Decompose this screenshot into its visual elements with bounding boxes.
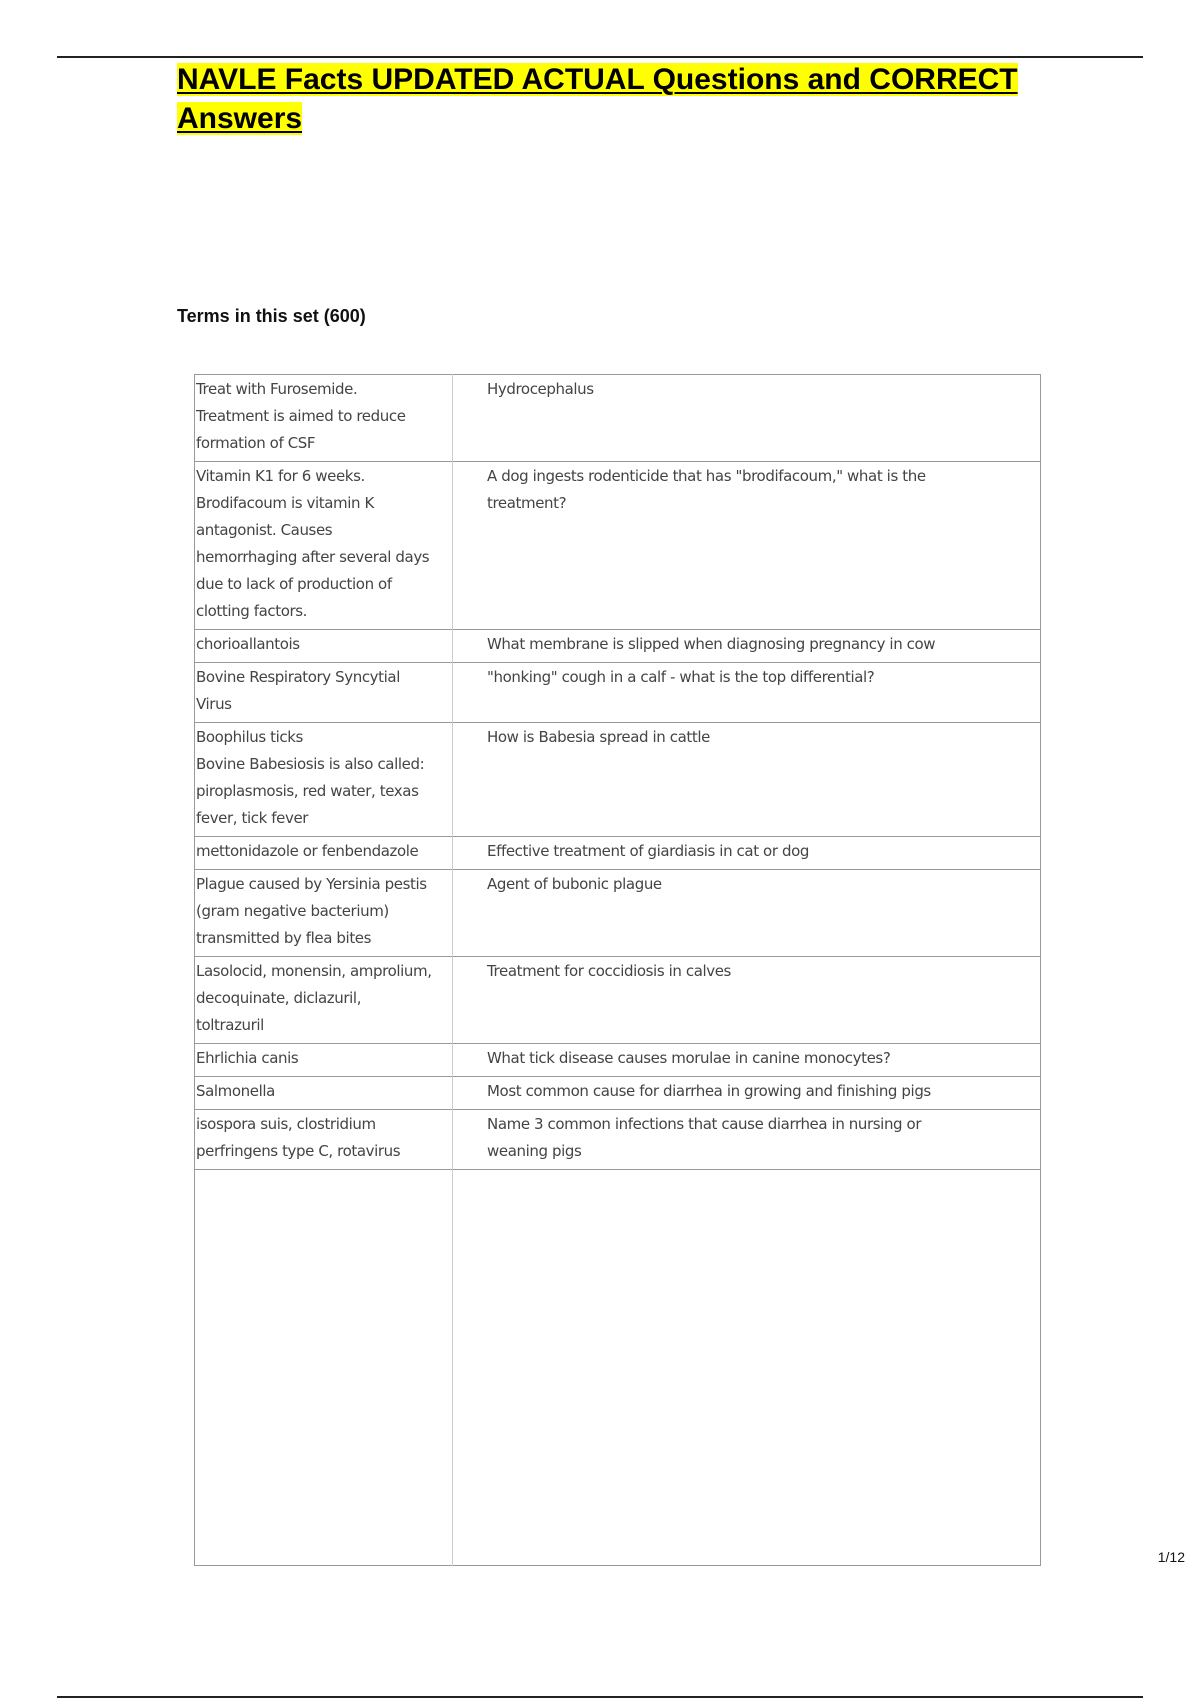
terms-set-heading: Terms in this set (600) — [177, 306, 366, 326]
table-row — [195, 1077, 1041, 1110]
table-row — [195, 462, 1041, 630]
term-text: isospora suis, clostridium perfringens type C, rotavirus — [196, 1115, 401, 1160]
term-text: Ehrlichia canis — [196, 1049, 299, 1067]
definition-cell — [453, 663, 1041, 723]
term-text: Bovine Respiratory Syncytial Virus — [196, 668, 400, 713]
term-cell — [195, 630, 453, 663]
table-row — [195, 1110, 1041, 1170]
term-text: Treat with Furosemide. Treatment is aimed to reduce formation of CSF — [196, 380, 406, 452]
definition-cell — [453, 1110, 1041, 1170]
term-text: Boophilus ticks Bovine Babesiosis is also called: piroplasmosis, red water, texas fever, tick fever — [196, 728, 425, 827]
definition-cell — [453, 870, 1041, 957]
definition-cell — [453, 723, 1041, 837]
table-row — [195, 957, 1041, 1044]
term-text: Plague caused by Yersinia pestis (gram negative bacterium) transmitted by flea bites — [196, 875, 427, 947]
definition-cell — [453, 462, 1041, 630]
term-cell — [195, 957, 453, 1044]
term-cell — [195, 663, 453, 723]
definition-cell — [453, 630, 1041, 663]
term-cell — [195, 375, 453, 462]
term-cell — [195, 1110, 453, 1170]
terms-table-body — [195, 375, 1041, 1566]
table-row — [195, 870, 1041, 957]
term-text: Lasolocid, monensin, amprolium, decoquinate, diclazuril, toltrazuril — [196, 962, 432, 1034]
term-text: mettonidazole or fenbendazole — [196, 842, 419, 860]
table-row — [195, 375, 1041, 462]
definition-text: Hydrocephalus — [487, 380, 594, 398]
definition-cell — [453, 1044, 1041, 1077]
table-row — [195, 630, 1041, 663]
definition-cell — [453, 375, 1041, 462]
term-cell — [195, 723, 453, 837]
definition-text: What membrane is slipped when diagnosing pregnancy in cow — [487, 635, 936, 653]
definition-text: How is Babesia spread in cattle — [487, 728, 710, 746]
definition-cell — [453, 1077, 1041, 1110]
document-title — [177, 60, 1077, 138]
terms-table-filler-row — [195, 1170, 1041, 1566]
definition-text: Most common cause for diarrhea in growing and finishing pigs — [487, 1082, 931, 1100]
term-text: chorioallantois — [196, 635, 300, 653]
definition-cell — [453, 837, 1041, 870]
term-cell — [195, 1044, 453, 1077]
term-cell — [195, 462, 453, 630]
term-text: Vitamin K1 for 6 weeks. Brodifacoum is vitamin K antagonist. Causes hemorrhaging after several days due to lack of production of clotting factors. — [196, 467, 430, 620]
definition-text: Name 3 common infections that cause diarrhea in nursing or weaning pigs — [487, 1115, 922, 1160]
term-cell — [195, 870, 453, 957]
document-title-text: NAVLE Facts UPDATED ACTUAL Questions and CORRECT Answers — [177, 63, 1018, 135]
term-cell — [195, 837, 453, 870]
table-row — [195, 663, 1041, 723]
definition-text: Effective treatment of giardiasis in cat or dog — [487, 842, 809, 860]
definition-cell — [453, 957, 1041, 1044]
term-text: Salmonella — [196, 1082, 275, 1100]
filler-term-cell — [195, 1170, 453, 1566]
terms-table — [194, 374, 1041, 1566]
definition-text: "honking" cough in a calf - what is the top differential? — [487, 668, 875, 686]
definition-text: Treatment for coccidiosis in calves — [487, 962, 731, 980]
term-cell — [195, 1077, 453, 1110]
page-number: 1/12 — [1157, 1549, 1185, 1565]
definition-text: Agent of bubonic plague — [487, 875, 662, 893]
table-row — [195, 723, 1041, 837]
definition-text: What tick disease causes morulae in canine monocytes? — [487, 1049, 891, 1067]
table-row — [195, 1044, 1041, 1077]
bottom-rule — [57, 1696, 1143, 1698]
filler-definition-cell — [453, 1170, 1041, 1566]
top-rule — [57, 56, 1143, 58]
table-row — [195, 837, 1041, 870]
definition-text: A dog ingests rodenticide that has "brodifacoum," what is the treatment? — [487, 467, 926, 512]
